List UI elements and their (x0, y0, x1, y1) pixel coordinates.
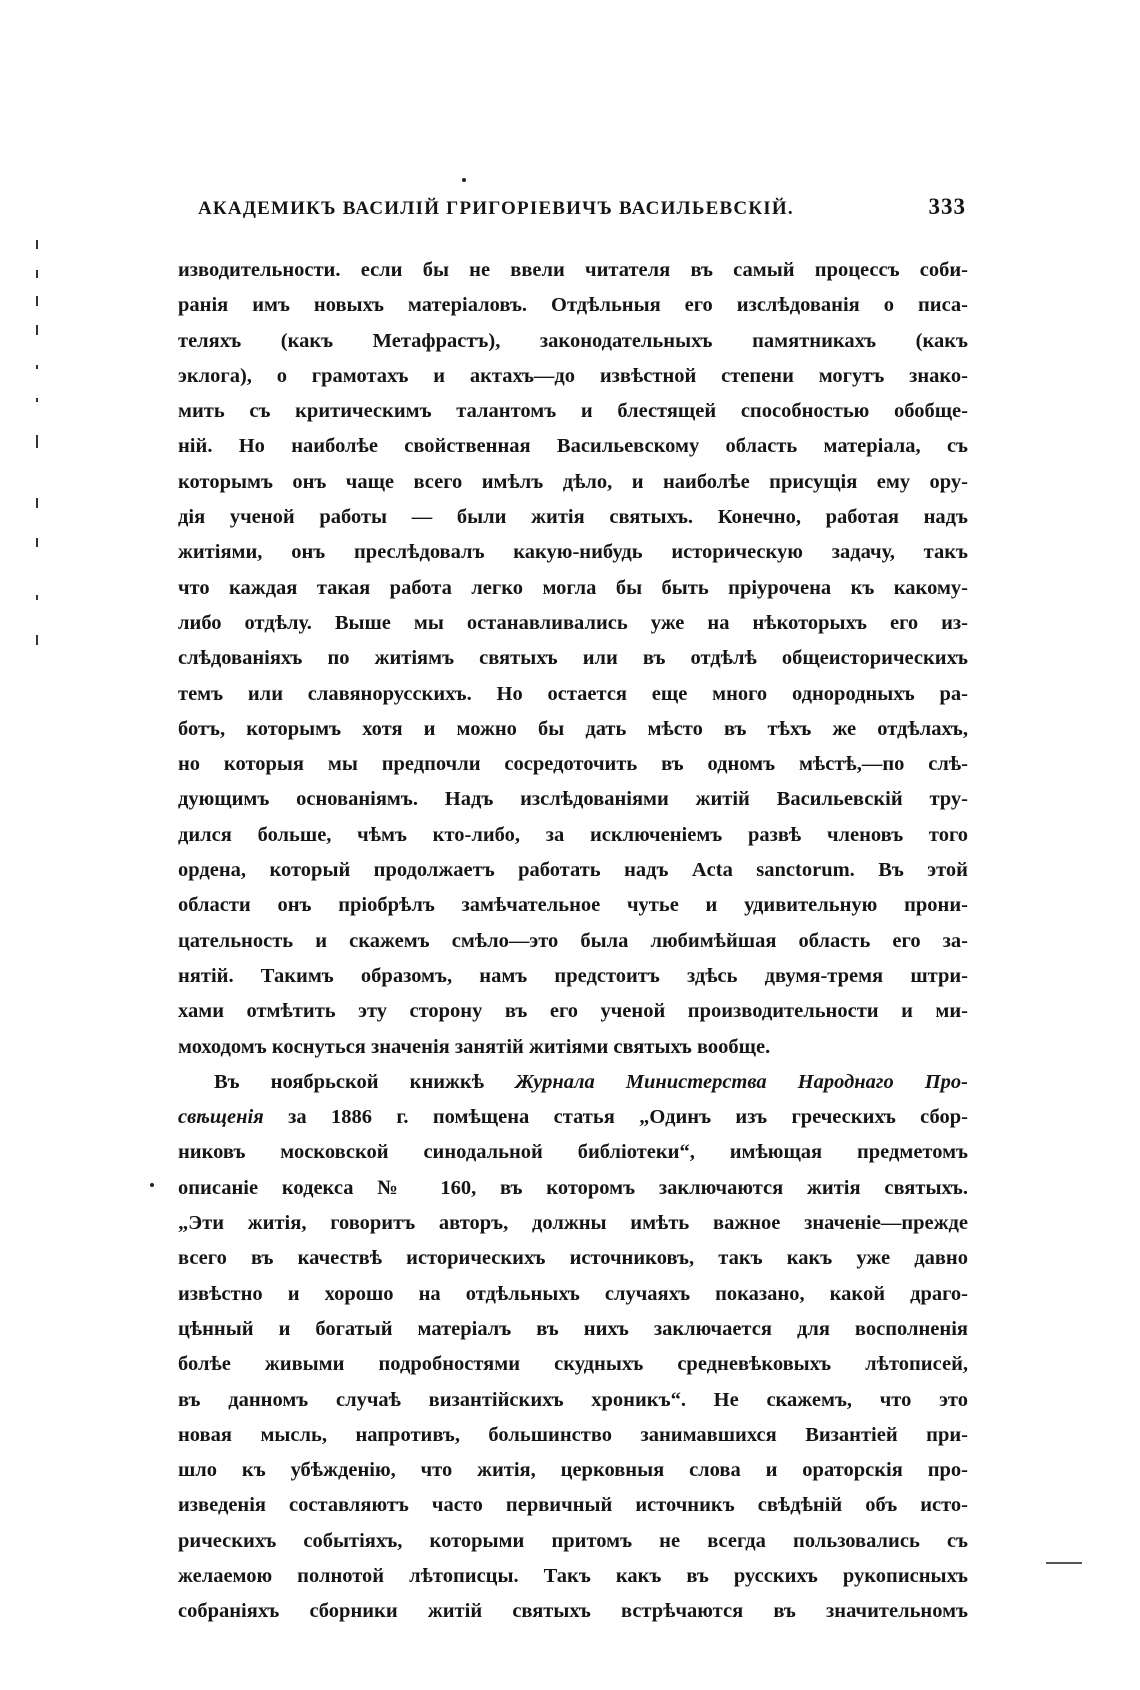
journal-title-italic: Журнала Министерства Народнаго Про- (515, 1070, 968, 1093)
text-line: изводительности. если бы не ввели читателя въ самый процессъ соби- (178, 259, 968, 281)
text-line: что каждая такая работа легко могла бы быть пріурочена къ какому- (178, 576, 968, 599)
text-line: ній. Но наиболѣе свойственная Васильевскому область матеріала, съ (178, 435, 968, 458)
text-line: дующимъ основаніямъ. Надъ изслѣдованіями житій Васильевскій тру- (178, 788, 968, 811)
text-line: никовъ московской синодальной библіотеки“, имѣющая предметомъ (178, 1141, 968, 1164)
text-run: Въ ноябрьской книжкѣ (214, 1070, 516, 1093)
journal-title-italic-end: свѣщенія (178, 1106, 264, 1129)
text-line: ордена, который продолжаетъ работать надъ Acta sanctorum. Въ этой (178, 859, 968, 882)
text-line: изведенія составляютъ часто первичный источникъ свѣдѣній объ исто- (178, 1494, 968, 1517)
text-line: эклога), о грамотахъ и актахъ—до извѣстной степени могутъ знако- (178, 364, 968, 387)
text-line: въ данномъ случаѣ византійскихъ хроникъ“. Не скажемъ, что это (178, 1388, 968, 1411)
text-line: цательность и скажемъ смѣло—это была любимѣйшая область его за- (178, 929, 968, 952)
text-line: области онъ пріобрѣлъ замѣчательное чутье и удивительную прони- (178, 894, 968, 917)
paragraph-start-line (178, 1065, 968, 1100)
margin-mark (36, 435, 38, 448)
margin-mark (36, 398, 38, 402)
text-line: дія ученой работы — были житія святыхъ. Конечно, работая надъ (178, 506, 968, 529)
text-line: ранія имъ новыхъ матеріаловъ. Отдѣльныя его изслѣдованія о писа- (178, 294, 968, 317)
text-line: ботъ, которымъ хотя и можно бы дать мѣсто въ тѣхъ же отдѣлахъ, (178, 717, 968, 740)
text-line: описаніе кодекса № 160, въ которомъ заключаются житія святыхъ. (178, 1176, 968, 1199)
text-line: но которыя мы предпочли сосредоточить въ одномъ мѣстѣ,—по слѣ- (178, 753, 968, 776)
header-dot (462, 178, 466, 182)
text-line: либо отдѣлу. Выше мы останавливались уже на нѣкоторыхъ его из- (178, 611, 968, 634)
page-number: 333 (928, 194, 966, 219)
running-head: АКАДЕМИКЪ ВАСИЛІЙ ГРИГОРІЕВИЧЪ ВАСИЛЬЕВСКІЙ. (198, 198, 794, 219)
bottom-rule (1046, 1562, 1082, 1564)
text-line: теляхъ (какъ Метафрастъ), законодательныхъ памятникахъ (какъ (178, 329, 968, 352)
text-line: мить съ критическимъ талантомъ и блестящей способностью обобще- (178, 400, 968, 423)
text-line: собраніяхъ сборники житій святыхъ встрѣчаются въ значительномъ (178, 1600, 968, 1623)
margin-mark (36, 325, 38, 335)
text-line: житіями, онъ преслѣдовалъ какую-нибудь историческую задачу, такъ (178, 541, 968, 564)
text-run: за 1886 г. помѣщена статья „Одинъ изъ греческихъ сбор- (263, 1106, 968, 1129)
paragraph-end-line: моходомъ коснуться значенія занятій житіями святыхъ вообще. (178, 1035, 771, 1058)
page-header (178, 194, 968, 228)
text-line: извѣстно и хорошо на отдѣльныхъ случаяхъ показано, какой драго- (178, 1282, 968, 1305)
text-line: которымъ онъ чаще всего имѣлъ дѣло, и наиболѣе присущія ему ору- (178, 470, 968, 493)
text-line: желаемою полнотой лѣтописцы. Такъ какъ въ русскихъ рукописныхъ (178, 1564, 968, 1587)
margin-mark (36, 595, 38, 600)
body-text (178, 253, 968, 1630)
text-line: нятій. Такимъ образомъ, намъ предстоитъ здѣсь двумя-тремя штри- (178, 964, 968, 987)
margin-mark (36, 270, 38, 278)
text-line: цѣнный и богатый матеріалъ въ нихъ заключается для восполненія (178, 1317, 968, 1340)
margin-mark (36, 538, 38, 547)
text-line: всего въ качествѣ историческихъ источниковъ, такъ какъ уже давно (178, 1247, 968, 1270)
text-line: болѣе живыми подробностями скудныхъ средневѣковыхъ лѣтописей, (178, 1353, 968, 1376)
text-line: темъ или славянорусскихъ. Но остается еще много однородныхъ ра- (178, 682, 968, 705)
text-line: рическихъ событіяхъ, которыми притомъ не всегда пользовались съ (178, 1529, 968, 1552)
margin-mark (36, 365, 38, 369)
text-line: новая мысль, напротивъ, большинство занимавшихся Византіей при- (178, 1423, 968, 1446)
stray-dot (150, 1183, 154, 1187)
text-line: шло къ убѣжденію, что житія, церковныя слова и ораторскія про- (178, 1459, 968, 1482)
margin-mark (36, 635, 38, 645)
margin-mark (36, 498, 38, 508)
text-line (178, 1100, 968, 1135)
text-line: слѣдованіяхъ по житіямъ святыхъ или въ отдѣлѣ общеисторическихъ (178, 647, 968, 670)
margin-mark (36, 296, 38, 306)
text-line: „Эти житія, говоритъ авторъ, должны имѣть важное значеніе—прежде (178, 1212, 968, 1235)
margin-marks (30, 240, 44, 710)
text-line: хами отмѣтить эту сторону въ его ученой производительности и ми- (178, 1000, 968, 1023)
text-line: дился больше, чѣмъ кто-либо, за исключеніемъ развѣ членовъ того (178, 823, 968, 846)
margin-mark (36, 240, 38, 249)
